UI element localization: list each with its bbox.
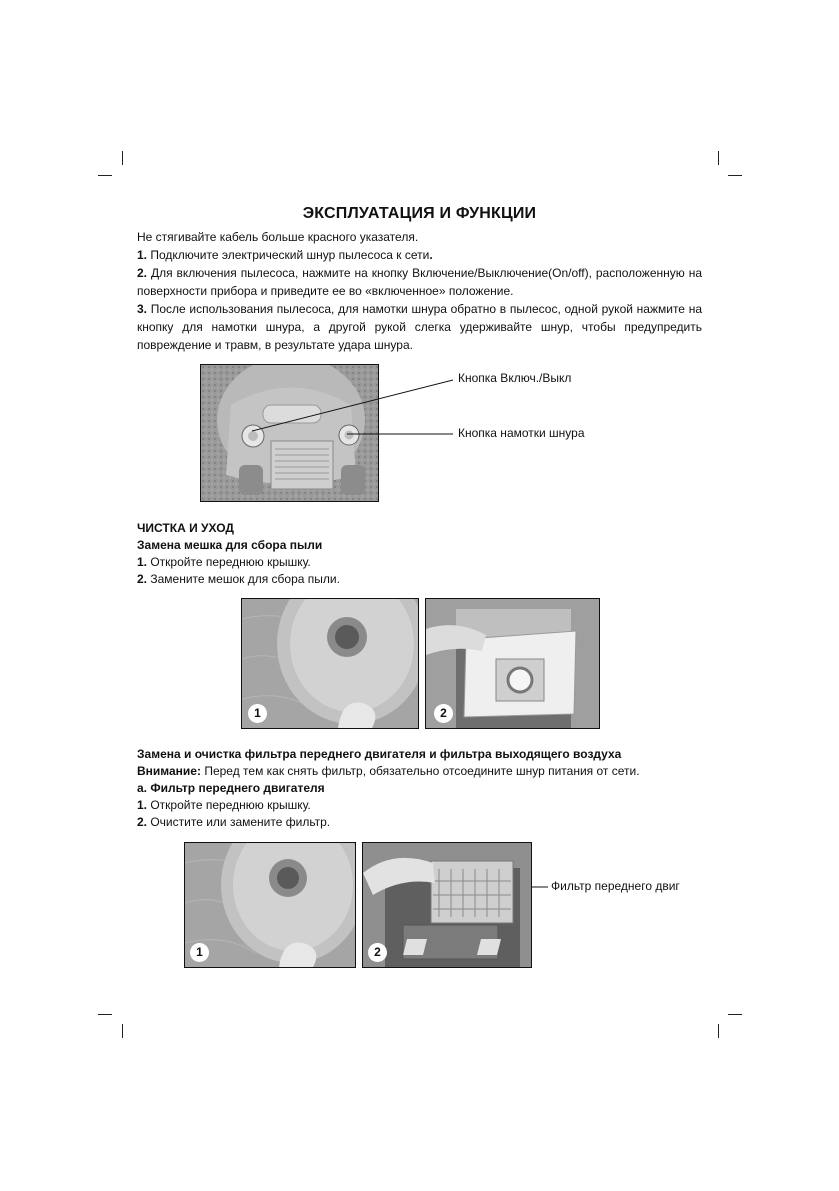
crop-mark	[728, 175, 742, 176]
front-motor-filter-subheading: a. Фильтр переднего двигателя	[137, 781, 325, 795]
page-title: ЭКСПЛУАТАЦИЯ И ФУНКЦИИ	[302, 205, 537, 222]
crop-mark	[718, 151, 719, 165]
step-badge-2: 2	[434, 704, 453, 723]
cleaning-heading: ЧИСТКА И УХОД	[137, 521, 234, 535]
open-front-cover-photo	[241, 598, 419, 729]
filter-step-2: 2. Очистите или замените фильтр.	[137, 815, 331, 829]
power-button-label: Кнопка Включ./Выкл	[458, 371, 572, 385]
open-front-cover-photo-2	[184, 842, 356, 968]
step-badge-2: 2	[368, 943, 387, 962]
step-badge-1: 1	[190, 943, 209, 962]
step-badge-1: 1	[248, 704, 267, 723]
cord-rewind-button-label: Кнопка намотки шнура	[458, 426, 585, 440]
cleaning-section	[137, 520, 777, 588]
crop-mark	[98, 175, 112, 176]
intro-step-2: 2. Для включения пылесоса, нажмите на кнопку Включение/Выключение(On/off), расположенную на поверхности прибора и приведите ее во «включенное» положение.	[137, 266, 702, 298]
dust-bag-subheading: Замена мешка для сбора пыли	[137, 538, 323, 552]
intro-step-3: 3. После использования пылесоса, для намотки шнура обратно в пылесос, одной рукой нажмите на кнопку для намотки шнура, а другой рукой слегка удерживайте шнур, чтобы предупредить повреждение и травм, в результате удара шнура.	[137, 302, 702, 352]
crop-mark	[728, 1014, 742, 1015]
filter-step-1: 1. Откройте переднюю крышку.	[137, 798, 311, 812]
crop-mark	[122, 1024, 123, 1038]
cleaning-step-1: 1. Откройте переднюю крышку.	[137, 555, 311, 569]
vacuum-top-photo	[200, 364, 379, 502]
intro-step-1: 1. Подключите электрический шнур пылесоса к сети.	[137, 248, 433, 262]
crop-mark	[98, 1014, 112, 1015]
cleaning-step-2: 2. Замените мешок для сбора пыли.	[137, 572, 340, 586]
crop-mark	[718, 1024, 719, 1038]
intro-line: Не стягивайте кабель больше красного указателя.	[137, 230, 419, 244]
intro-text	[137, 228, 702, 354]
filter-warning: Внимание: Перед тем как снять фильтр, обязательно отсоедините шнур питания от сети.	[137, 764, 640, 778]
front-motor-filter-label: Фильтр переднего двиг	[551, 879, 680, 893]
filter-section	[137, 746, 777, 831]
crop-mark	[122, 151, 123, 165]
motor-filter-photo	[362, 842, 532, 968]
filter-heading: Замена и очистка фильтра переднего двигателя и фильтра выходящего воздуха	[137, 747, 622, 761]
